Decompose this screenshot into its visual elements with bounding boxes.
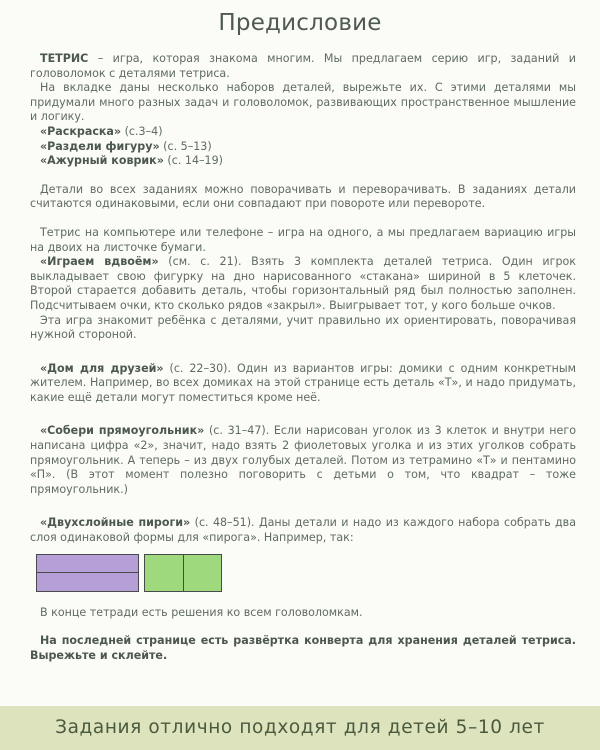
toc-item-pages: (с. 14–19) (163, 154, 224, 168)
phone-paragraph: Тетрис на компьютере или телефоне – игра на одного, а мы предлагаем вариацию игры на двоих на листочке бумаги. (30, 225, 576, 254)
envelope-paragraph (30, 634, 576, 663)
play-name: «Играем вдвоём» (40, 255, 159, 269)
play-text: (см. с. 21). Взять 3 комплекта деталей тетриса. Один игрок выкладывает свою фигурку на дно нарисованного «стакана» шириной в 5 клеточек. Второй старается добавить деталь, чтобы горизонтальный ряд был полностью заполнен. Подсчитываем очки, кто сколько рядов «закрыл». Выигрывает тот, у кого больше очков. (30, 255, 577, 312)
play-paragraph-2: Эта игра знакомит ребёнка с деталями, учит правильно их ориентировать, поворачивая нужной стороной. (30, 313, 576, 342)
intro-paragraph (30, 52, 576, 81)
house-name: «Дом для друзей» (40, 361, 164, 375)
toc-item-name: «Раздели фигуру» (40, 139, 160, 153)
preface-body (30, 52, 576, 663)
solutions-paragraph: В конце тетради есть решения ко всем головоломкам. (40, 605, 363, 619)
toc-item-name: «Раскраска» (40, 124, 122, 138)
envelope-text: На последней странице есть развёртка конверта для хранения деталей тетриса. Вырежьте и склейте. (30, 634, 576, 662)
toc-item-pages: (с.3–4) (121, 124, 163, 138)
intro-text: – игра, которая знакома многим. Мы предлагаем серию игр, заданий и головоломок с деталями тетриса. (30, 52, 576, 80)
pie-examples (30, 554, 576, 606)
rect-name: «Собери прямоугольник» (40, 424, 205, 438)
toc-item (30, 140, 576, 155)
page-title: Предисловие (218, 10, 382, 36)
rect-paragraph (30, 424, 576, 497)
rotate-paragraph: Детали во всех заданиях можно поворачивать и переворачивать. В заданиях детали считаются одинаковыми, если они совпадают при повороте или перевороте. (30, 182, 576, 211)
tetris-word: ТЕТРИС (40, 52, 89, 65)
green-layer-left (145, 555, 184, 591)
toc-item-name: «Ажурный коврик» (40, 154, 164, 168)
age-banner: Задания отлично подходят для детей 5–10 лет (0, 706, 600, 750)
pies-text: (с. 48–51). Даны детали и надо из каждого набора собрать два слоя одинаковой формы для «пирога». Например, так: (30, 516, 577, 545)
toc-item (30, 154, 576, 169)
green-layer-right (184, 555, 222, 591)
rect-text: (с. 31–47). Если нарисован уголок из 3 клеток и внутри него написана цифра «2», значит, надо взять 2 фиолетовых уголка и из этих уголков собрать прямоугольник. А теперь – из двух голубых деталей. Потом из тетрамино «Т» и пентамино «П». (В этот момент полезно поговорить с детьми о том, что квадрат – тоже прямоугольник.) (30, 424, 576, 496)
purple-layer-bottom (37, 573, 138, 591)
intro-paragraph-2: На вкладке даны несколько наборов деталей, вырежьте их. С этими деталями мы придумали много разных задач и головоломок, развивающих пространственное мышление и логику. (30, 81, 576, 124)
green-two-layer-pie (144, 554, 222, 592)
pies-name: «Двухслойные пироги» (40, 516, 191, 530)
house-paragraph (30, 362, 576, 406)
pies-paragraph (30, 516, 576, 545)
house-text: (с. 22–30). Один из вариантов игры: домики с одним конкретным жителем. Например, во всех домиках на этой странице есть деталь «Т», и надо придумать, какие ещё детали могут поместиться кроме неё. (30, 361, 576, 404)
toc-item (30, 125, 576, 140)
play-paragraph (30, 255, 576, 313)
toc-item-pages: (с. 5–13) (159, 139, 212, 153)
purple-two-layer-pie (36, 554, 139, 592)
purple-layer-top (37, 555, 138, 573)
